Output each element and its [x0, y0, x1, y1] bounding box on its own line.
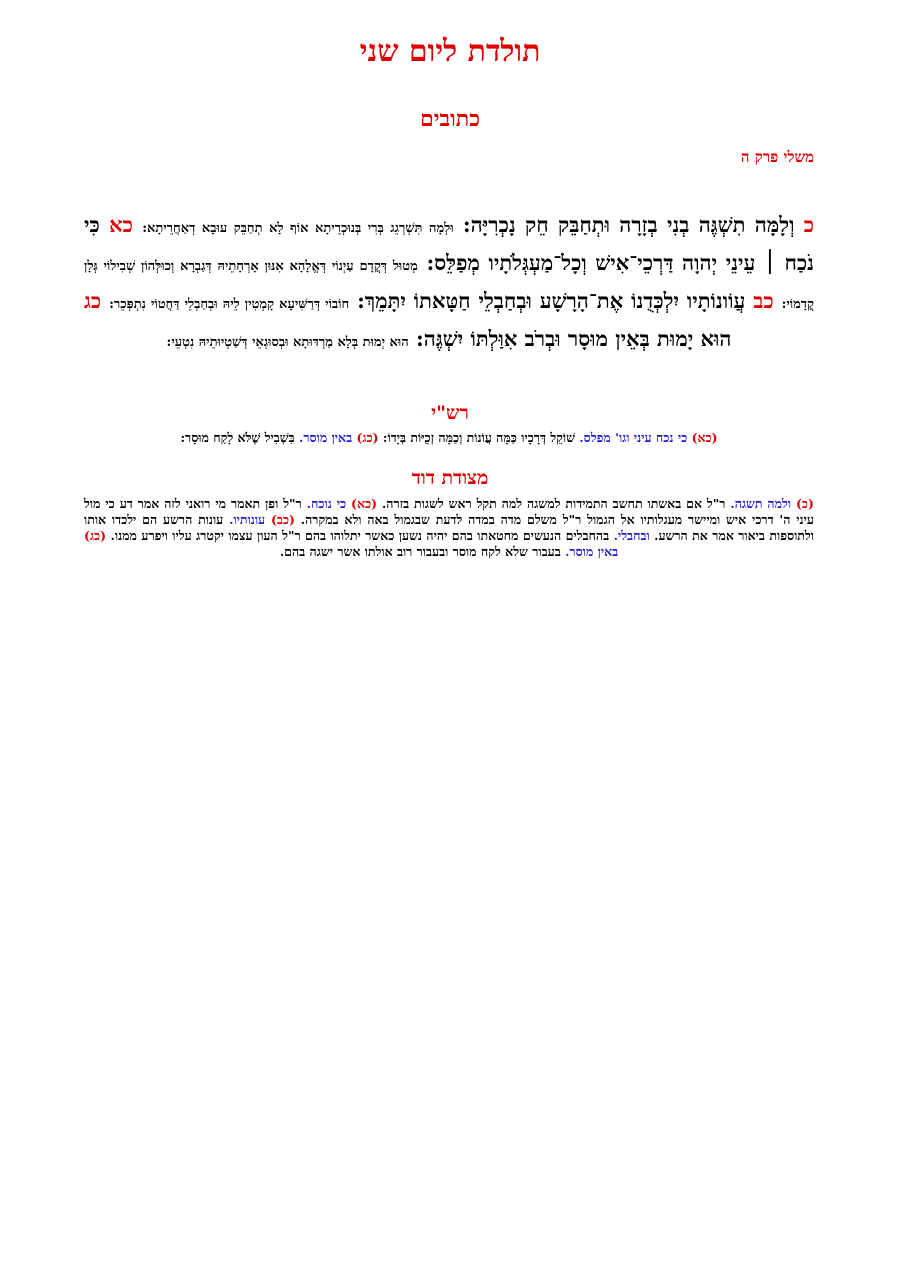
dibbur-hamatchil: באין מוסר.	[565, 544, 619, 559]
page-title: תולדת ליום שני	[359, 34, 541, 69]
verse-text-block	[84, 208, 814, 360]
dibbur-hamatchil: ובחבלי.	[613, 528, 650, 543]
verse-number: כג	[84, 288, 102, 313]
metzudat-commentary	[84, 496, 814, 560]
dibbur-hamatchil: כי נוכח.	[306, 496, 347, 511]
commentary-text: ר"ל אם באשתו תחשב התמידות למשגה למה תקל ראש לשגות בזרה.	[381, 496, 726, 511]
targum-text: הוּא יְמוּת בְּלָא מַרְדּוּתָא וּבְסוּגְאֵי דְּשַׁטְיוּתֵיהּ נִטְעֵי:	[166, 335, 409, 350]
dibbur-hamatchil: ולמה תשגה.	[730, 496, 792, 511]
commentary-text: בעבור שלא לקח מוסר ובעבור רוב אולתו אשר ישגה בהם.	[279, 544, 561, 559]
verse	[101, 288, 773, 313]
verse-ref: (כא)	[351, 496, 377, 511]
verse-text: וְלָמָּה תִשְׁגֶּה בְנִי בְזָרָה וּתְחַבֵּק חֵק נָכְרִיָּה:	[462, 212, 795, 237]
rashi-heading: רש"י	[431, 402, 469, 424]
verse-text: כִּי נֹכַח ׀ עֵינֵי יְהוָה דַּרְכֵי־אִישׁ וְכָל־מַעְגְּלֹתָיו מְפַלֵּס:	[84, 212, 814, 275]
commentary-text: עונות הרשע הם ילכדו אותו ולתוספות ביאור אמר את הרשע.	[84, 512, 814, 543]
verse-number: כב	[753, 288, 774, 313]
commentary-text: בהחבלים הנעשים מחטאתו בהם יהיה נשען כאשר יתלוהו בהם ר"ל העון עצמו יקטרג עליו ויפרע ממנו.	[110, 528, 610, 543]
targum-text: חוֹבוֹי דְּרַשִּׁיעָא קָמְטִין לֵיהּ וּבְחַבְלֵי דַּחֲטוֹי נִתְפְּכֵר:	[109, 297, 350, 312]
verse-number: כא	[109, 212, 133, 237]
commentary-text: שׁוֹקֵל דְּרָכָיו כַּמָּה עֲוֹנוֹת וְכַמָּה זְכֻיּוֹת בְּיָדוֹ:	[382, 430, 575, 445]
commentary-item	[106, 528, 650, 543]
commentary-item	[377, 496, 814, 511]
commentary-text: ר"ל ופן תאמר מי רואני לזה אמר דע כי מול עיני ה' דרכי איש ומיישר מעגלותיו אל הגמול ר"ל משלם מדה במדה לדעת שבגמול באה ולא במקרה.	[84, 496, 814, 527]
verse-ref: (כ)	[796, 496, 814, 511]
commentary-text: בִּשְׁבִיל שֶׁלֹּא לָקַח מוּסָר:	[180, 430, 295, 445]
dibbur-hamatchil: עונותיו.	[229, 512, 266, 527]
commentary-item	[180, 430, 378, 445]
dibbur-hamatchil: כי נכח עיני וגו' מפלס.	[579, 430, 688, 445]
section-heading: כתובים	[420, 106, 480, 132]
verse-ref: (כג)	[84, 528, 107, 543]
verse-number: כ	[803, 212, 815, 237]
rashi-commentary	[84, 430, 814, 446]
metzudat-heading: מצודת דוד	[411, 467, 489, 489]
verse-ref: (כב)	[270, 512, 295, 527]
verse-ref: (כג)	[356, 430, 379, 445]
targum-text: וּלְמָה תִּשְׁרְגֵג בְּרִי בְּנוּכְרֵיתָא אוֹף לָא תְחַבֵּק עוּבָא דְאַחֲרֵיתָא:	[142, 221, 454, 236]
chapter-reference: משלי פרק ה	[740, 148, 814, 166]
verse	[133, 212, 814, 237]
dibbur-hamatchil: באין מוסר.	[299, 430, 353, 445]
verse-text: הוּא יָמוּת בְּאֵין מוּסָר וּבְרֹב אִוַּלְתּוֹ יִשְׁגֶּה:	[416, 326, 732, 351]
verse-text: עֲוֹונוֹתָיו יִלְכְּדֻנוֹ אֶת־הָרָשָׁע וּבְחַבְלֵי חַטָּאתוֹ יִתָּמֵךְ:	[357, 288, 746, 313]
verse-ref: (כא)	[691, 430, 718, 445]
targum-text: מְטוּל דְּקֳדָם עַיְנוֹי דְּאֱלָהָא אִנּוּן אָרְחָתֵיהּ דְּגַבְרָא וְכוּלְּהוֹן שְׁבִילוֹי גְּלָן קֳדָמוֹי:	[84, 259, 815, 312]
commentary-item	[379, 430, 718, 445]
